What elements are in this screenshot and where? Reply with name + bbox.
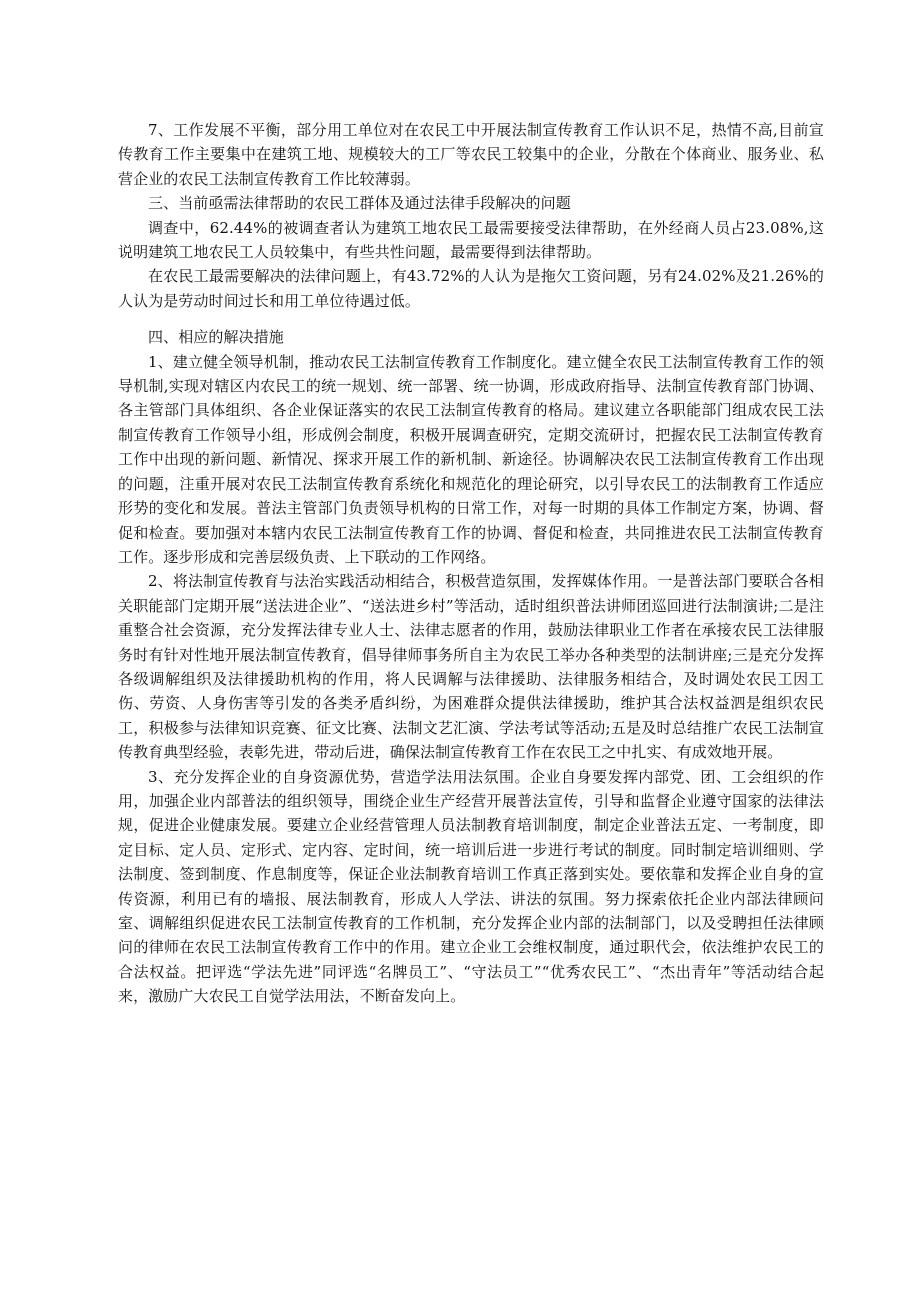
document-body: [118, 118, 824, 1009]
paragraph-measure-3: 3、充分发挥企业的自身资源优势，营造学法用法氛围。企业自身要发挥内部党、团、工会组织的作用，加强企业内部普法的组织领导，围绕企业生产经营开展普法宣传，引导和监督企业遵守国家的法律法规，促进企业健康发展。要建立企业经营管理人员法制教育培训制度，制定企业普法五定、一考制度，即定目标、定人员、定形式、定内容、定时间，统一培训后进一步进行考试的制度。同时制定培训细则、学法制度、签到制度、作息制度等，保证企业法制教育培训工作真正落到实处。要依靠和发挥企业自身的宣传资源，利用已有的墙报、展法制教育，形成人人学法、讲法的氛围。努力探索依托企业内部法律顾问室、调解组织促进农民工法制宣传教育的工作机制，充分发挥企业内部的法制部门，以及受聘担任法律顾问的律师在农民工法制宣传教育工作中的作用。建立企业工会维权制度，通过职代会，依法维护农民工的合法权益。把评选“学法先进”同评选“名牌员工”、“守法员工”“优秀农民工”、“杰出青年”等活动结合起来，激励广大农民工自觉学法用法，不断奋发向上。: [118, 767, 824, 1006]
section-heading-4: 四、相应的解决措施: [148, 328, 284, 347]
paragraph-item-7-imbalance: 7、工作发展不平衡，部分用工单位对在农民工中开展法制宣传教育工作认识不足，热情不高,目前宣传教育工作主要集中在建筑工地、规模较大的工厂等农民工较集中的企业，分散在个体商业、服务业、私营企业的农民工法制宣传教育工作比较薄弱。: [118, 121, 824, 188]
section-heading-3: 三、当前亟需法律帮助的农民工群体及通过法律手段解决的问题: [148, 194, 571, 213]
paragraph-survey-legal-help: 调查中，62.44%的被调查者认为建筑工地农民工最需要接受法律帮助，在外经商人员占23.08%,这说明建筑工地农民工人员较集中，有些共性问题，最需要得到法律帮助。: [118, 218, 824, 262]
paragraph-legal-problems: 在农民工最需要解决的法律问题上，有43.72%的人认为是拖欠工资问题，另有24.02%及21.26%的人认为是劳动时间过长和用工单位待遇过低。: [118, 267, 824, 310]
paragraph-measure-2: 2、将法制宣传教育与法治实践活动相结合，积极营造氛围，发挥媒体作用。一是普法部门要联合各相关职能部门定期开展“送法进企业”、“送法进乡村”等活动，适时组织普法讲师团巡回进行法制演讲;二是注重整合社会资源，充分发挥法律专业人士、法律志愿者的作用，鼓励法律职业工作者在承接农民工法律服务时有针对性地开展法制宣传教育，倡导律师事务所自主为农民工举办各种类型的法制讲座;三是充分发挥各级调解组织及法律援助机构的作用，将人民调解与法律援助、法律服务相结合，及时调处农民工因工伤、劳资、人身伤害等引发的各类矛盾纠纷，为困难群众提供法律援助，维护其合法权益泗是组织农民工，积极参与法律知识竞赛、征文比赛、法制文艺汇演、学法考试等活动;五是及时总结推广农民工法制宣传教育典型经验，表彰先进，带动后进，确保法制宣传教育工作在农民工之中扎实、有成效地开展。: [118, 572, 824, 762]
paragraph-measure-1: 1、建立健全领导机制，推动农民工法制宣传教育工作制度化。建立健全农民工法制宣传教育工作的领导机制,实现对辖区内农民工的统一规划、统一部署、统一协调，形成政府指导、法制宣传教育部门协调、各主管部门具体组织、各企业保证落实的农民工法制宣传教育的格局。建议建立各职能部门组成农民工法制宣传教育工作领导小组，形成例会制度，积极开展调查研究，定期交流研讨，把握农民工法制宣传教育工作中出现的新问题、新情况、探求开展工作的新机制、新途径。协调解决农民工法制宣传教育工作出现的问题，注重开展对农民工法制宣传教育系统化和规范化的理论研究，以引导农民工的法制教育工作适应形势的变化和发展。普法主管部门负责领导机构的日常工作，对每一时期的具体工作制定方案，协调、督促和检查。要加强对本辖内农民工法制宣传教育工作的协调、督促和检查，共同推进农民工法制宣传教育工作。逐步形成和完善层级负责、上下联动的工作网络。: [118, 352, 824, 566]
